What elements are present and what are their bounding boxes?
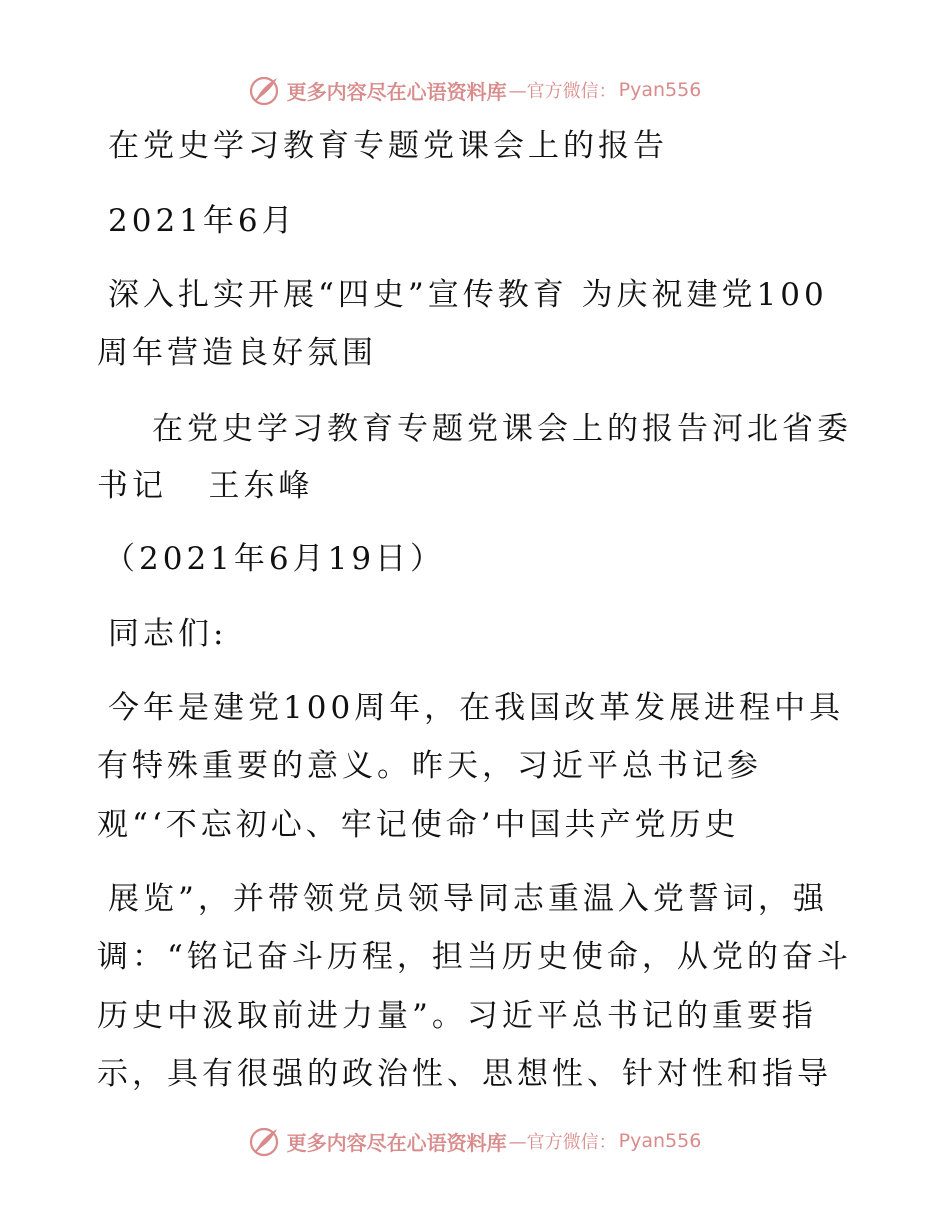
watermark-separator: —官方微信： <box>508 81 617 102</box>
body-line-1: 今年是建党100周年，在我国改革发展进程中具 <box>108 690 845 726</box>
body-line-4: 展览”，并带领党员领导同志重温入党誓词，强 <box>108 881 828 917</box>
document-title: 在党史学习教育专题党课会上的报告 <box>108 128 668 164</box>
watermark-wechat-id: Pyan556 <box>618 79 702 101</box>
body-line-6: 历史中汲取前进力量”。习近平总书记的重要指 <box>97 998 817 1034</box>
body-line-7: 示，具有很强的政治性、思想性、针对性和指导 <box>97 1056 832 1092</box>
quill-logo-icon <box>249 1125 281 1157</box>
byline-line-2: 书记 王东峰 <box>97 468 314 504</box>
watermark-wechat-id: Pyan556 <box>618 1130 702 1152</box>
body-line-3: 观“‘不忘初心、牢记使命’中国共产党历史 <box>97 807 740 843</box>
watermark-footer <box>0 1121 950 1161</box>
headline-line-2: 周年营造良好氛围 <box>97 335 377 371</box>
salutation: 同志们: <box>108 616 228 652</box>
watermark-text: 更多内容尽在心语资料库 <box>286 1130 507 1155</box>
byline-line-1: 在党史学习教育专题党课会上的报告河北省委 <box>152 411 852 447</box>
watermark-header <box>0 70 950 110</box>
body-line-2: 有特殊重要的意义。昨天，习近平总书记参 <box>97 748 762 784</box>
body-line-5: 调：“铭记奋斗历程，担当历史使命，从党的奋斗 <box>97 939 852 975</box>
headline-line-1: 深入扎实开展“四史”宣传教育 为庆祝建党100 <box>108 277 828 313</box>
watermark-text: 更多内容尽在心语资料库 <box>286 79 507 104</box>
speech-date: （2021年6月19日） <box>104 541 446 577</box>
watermark-separator: —官方微信： <box>508 1132 617 1153</box>
quill-logo-icon <box>249 74 281 106</box>
document-date: 2021年6月 <box>108 203 297 239</box>
